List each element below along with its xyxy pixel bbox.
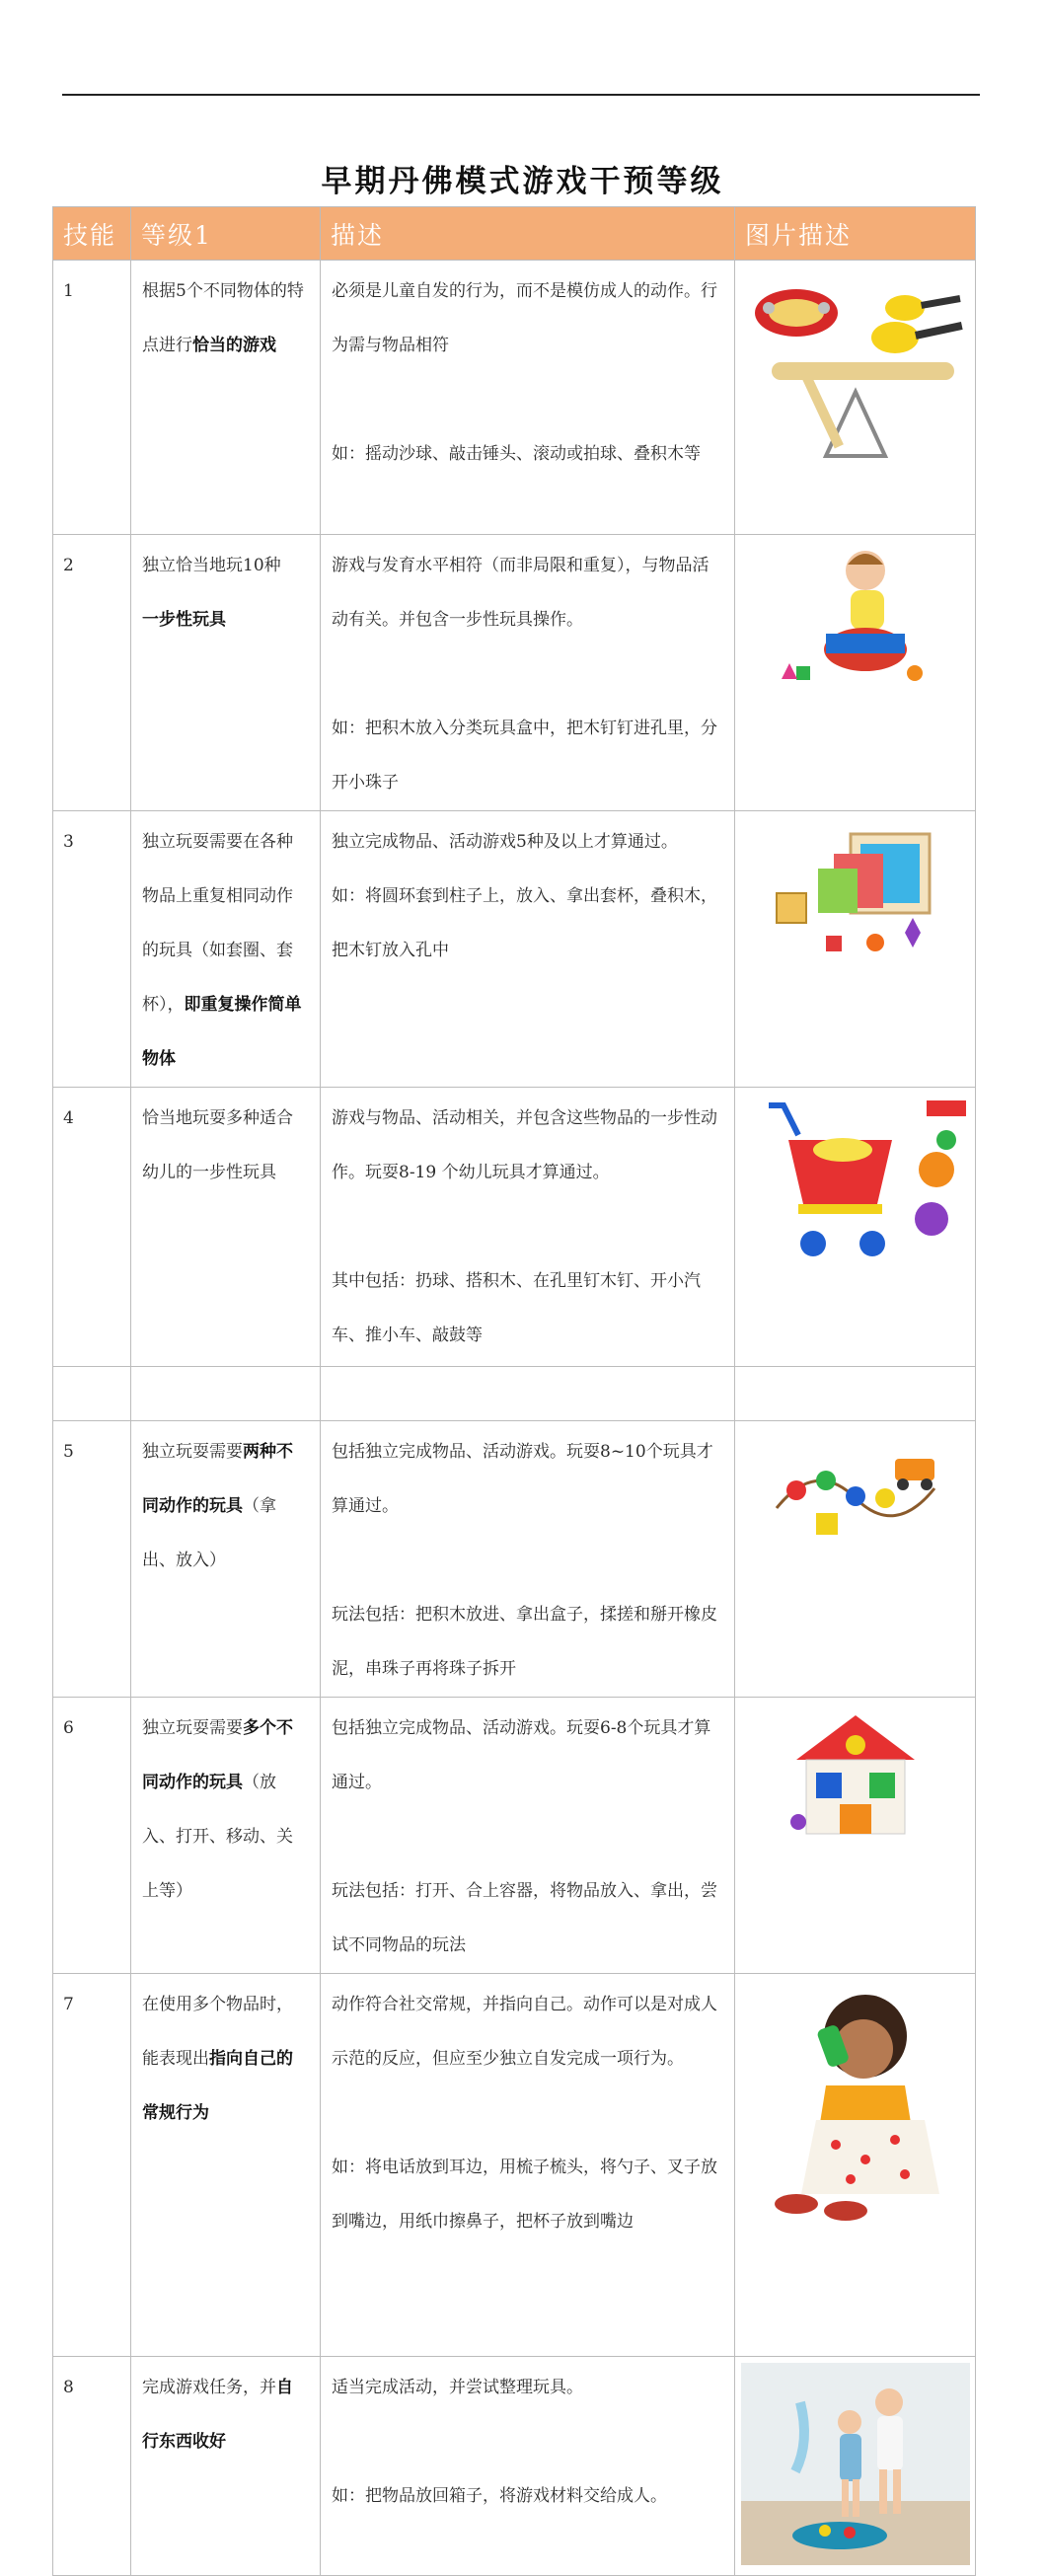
image-cell bbox=[735, 1421, 976, 1698]
child-shape-sorter-icon bbox=[757, 543, 954, 691]
table-header-row bbox=[53, 207, 976, 261]
level-cell bbox=[131, 261, 321, 535]
row-number: 2 bbox=[53, 535, 131, 811]
description-text: 适当完成活动，并尝试整理玩具。 bbox=[332, 2378, 583, 2397]
level-text: 完成游戏任务，并 bbox=[142, 2378, 276, 2397]
table-row bbox=[53, 1421, 976, 1698]
header-skill: 技能 bbox=[53, 207, 131, 261]
row-number: 3 bbox=[53, 811, 131, 1088]
image-cell bbox=[735, 2357, 976, 2576]
description-text: 包括独立完成物品、活动游戏。玩耍8~10个玩具才算通过。 bbox=[332, 1442, 713, 1516]
level-keyword: 恰当的游戏 bbox=[192, 336, 276, 355]
musical-toys-icon bbox=[747, 268, 964, 466]
level-cell bbox=[131, 2357, 321, 2576]
description-example: 玩法包括：把积木放进、拿出盒子，揉搓和掰开橡皮泥，串珠子再将珠子拆开 bbox=[332, 1605, 717, 1679]
bead-toys-icon bbox=[757, 1429, 954, 1548]
header-level: 等级1 bbox=[131, 207, 321, 261]
description-cell bbox=[321, 261, 735, 535]
level-keyword: 即重复操作简单物体 bbox=[142, 995, 302, 1069]
level-cell bbox=[131, 1974, 321, 2357]
page-title: 早期丹佛模式游戏干预等级 bbox=[321, 164, 724, 199]
table-row bbox=[53, 2357, 976, 2576]
level-text: 独立玩耍需要在各种物品上重复相同动作的玩具（如套圈、套杯）， bbox=[142, 832, 293, 1015]
description-example: 如：将圆环套到柱子上，放入、拿出套杯，叠积木，把木钉放入孔中 bbox=[332, 886, 717, 960]
intervention-table bbox=[52, 206, 976, 2576]
table-row bbox=[53, 811, 976, 1088]
image-cell bbox=[735, 261, 976, 535]
description-text: 包括独立完成物品、活动游戏。玩耍6-8个玩具才算通过。 bbox=[332, 1718, 711, 1792]
row-number: 6 bbox=[53, 1698, 131, 1974]
level-text: 恰当地玩耍多种适合幼儿的一步性玩具 bbox=[142, 1108, 293, 1182]
shopping-cart-toy-icon bbox=[744, 1096, 966, 1273]
nesting-boxes-icon bbox=[757, 819, 954, 967]
table-row bbox=[53, 1088, 976, 1367]
level-keyword: 一步性玩具 bbox=[142, 610, 226, 630]
level-text: 独立玩耍需要 bbox=[142, 1442, 243, 1462]
level-cell bbox=[131, 811, 321, 1088]
top-rule bbox=[62, 94, 980, 96]
description-cell bbox=[321, 2357, 735, 2576]
empty-cell bbox=[53, 1367, 131, 1421]
description-text: 游戏与发育水平相符（而非局限和重复），与物品活动有关。并包含一步性玩具操作。 bbox=[332, 556, 709, 630]
table-row bbox=[53, 1698, 976, 1974]
level-text-tail: （放入、打开、移动、关上等） bbox=[142, 1773, 293, 1901]
level-text: 在使用多个物品时，能表现出 bbox=[142, 1995, 293, 2069]
row-number: 1 bbox=[53, 261, 131, 535]
table-row bbox=[53, 1974, 976, 2357]
description-cell bbox=[321, 1088, 735, 1367]
level-cell bbox=[131, 1421, 321, 1698]
description-example: 玩法包括：打开、合上容器，将物品放入、拿出，尝试不同物品的玩法 bbox=[332, 1881, 717, 1955]
image-cell bbox=[735, 1088, 976, 1367]
table-row-continuation bbox=[53, 1367, 976, 1421]
level-cell bbox=[131, 1698, 321, 1974]
description-cell bbox=[321, 1367, 735, 1421]
row-number: 4 bbox=[53, 1088, 131, 1367]
header-description: 描述 bbox=[321, 207, 735, 261]
image-cell bbox=[735, 811, 976, 1088]
description-text: 独立完成物品、活动游戏5种及以上才算通过。 bbox=[332, 832, 678, 852]
description-cell bbox=[321, 1421, 735, 1698]
level-cell bbox=[131, 1088, 321, 1367]
image-cell bbox=[735, 1974, 976, 2357]
description-example: 其中包括：扔球、搭积木、在孔里钉木钉、开小汽车、推小车、敲鼓等 bbox=[332, 1271, 701, 1345]
table-row bbox=[53, 535, 976, 811]
image-cell bbox=[735, 535, 976, 811]
description-example: 如：摇动沙球、敲击锤头、滚动或拍球、叠积木等 bbox=[332, 444, 701, 464]
description-example: 如：把物品放回箱子，将游戏材料交给成人。 bbox=[332, 2486, 667, 2506]
header-image: 图片描述 bbox=[735, 207, 976, 261]
description-cell bbox=[321, 1974, 735, 2357]
level-keyword: 自行东西收好 bbox=[142, 2378, 293, 2452]
empty-cell bbox=[735, 1367, 976, 1421]
level-keyword: 多个不同动作的玩具 bbox=[142, 1718, 293, 1792]
description-text: 必须是儿童自发的行为，而不是模仿成人的动作。行为需与物品相符 bbox=[332, 281, 717, 355]
image-cell bbox=[735, 1698, 976, 1974]
girl-phone-icon bbox=[757, 1982, 954, 2229]
row-number: 8 bbox=[53, 2357, 131, 2576]
description-cell bbox=[321, 1698, 735, 1974]
level-keyword: 指向自己的常规行为 bbox=[142, 2049, 293, 2123]
row-number: 5 bbox=[53, 1421, 131, 1698]
kids-cleanup-icon bbox=[741, 2363, 970, 2565]
description-text: 动作符合社交常规，并指向自己。动作可以是对成人示范的反应，但应至少独立自发完成一项行为。 bbox=[332, 1995, 717, 2069]
description-example: 如：将电话放到耳边，用梳子梳头，将勺子、叉子放到嘴边，用纸巾擦鼻子，把杯子放到嘴边 bbox=[332, 2158, 717, 2232]
table-row bbox=[53, 261, 976, 535]
level-text-tail: （拿出、放入） bbox=[142, 1496, 276, 1570]
description-cell bbox=[321, 811, 735, 1088]
level-keyword: 两种不同动作的玩具 bbox=[142, 1442, 293, 1516]
level-text: 独立恰当地玩10种 bbox=[142, 556, 281, 575]
empty-cell bbox=[131, 1367, 321, 1421]
level-text: 根据5个不同物体的特点进行 bbox=[142, 281, 304, 355]
description-text: 游戏与物品、活动相关，并包含这些物品的一步性动作。玩耍8-19 个幼儿玩具才算通过。 bbox=[332, 1108, 717, 1182]
level-text: 独立玩耍需要 bbox=[142, 1718, 243, 1738]
description-example: 如：把积木放入分类玩具盒中，把木钉钉进孔里，分开小珠子 bbox=[332, 719, 717, 793]
row-number: 7 bbox=[53, 1974, 131, 2357]
level-cell bbox=[131, 535, 321, 811]
description-cell bbox=[321, 535, 735, 811]
activity-house-icon bbox=[777, 1705, 934, 1844]
